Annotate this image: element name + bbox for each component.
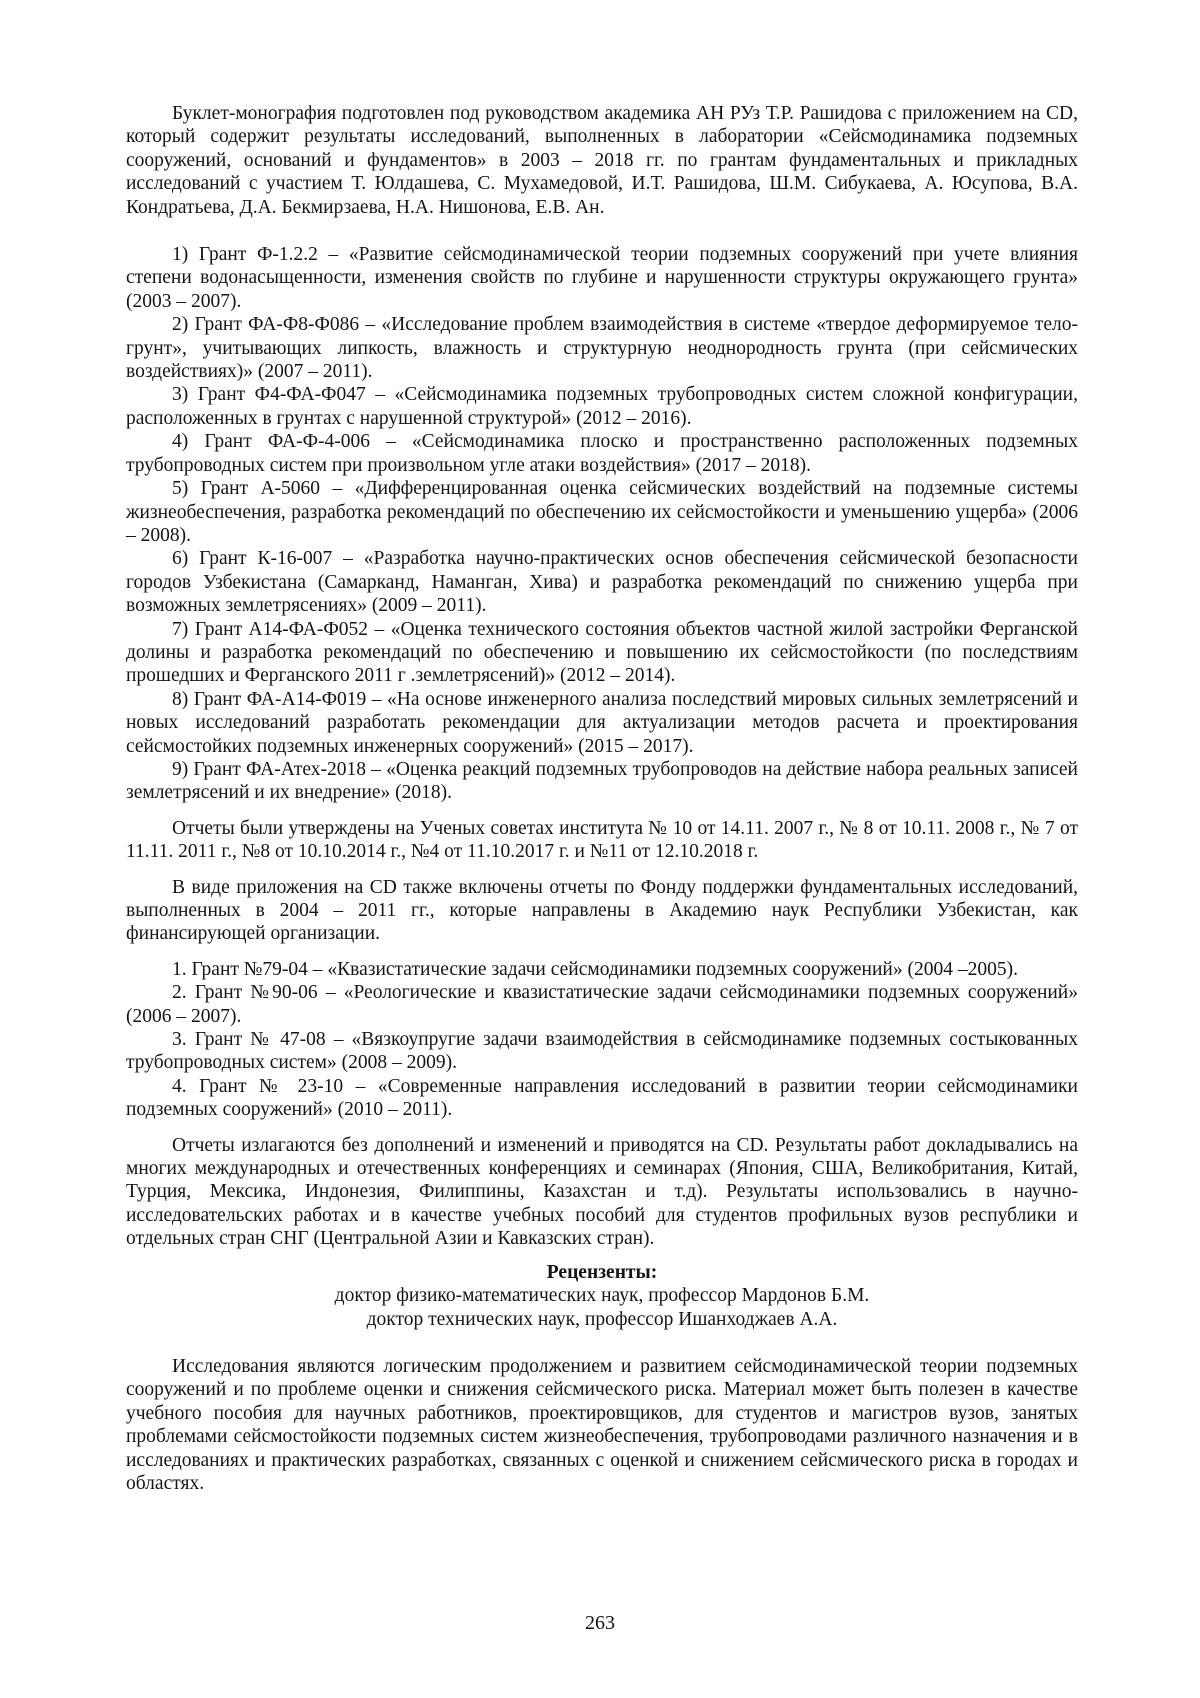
reports-approved-paragraph: Отчеты были утверждены на Ученых советах института № 10 от 14.11. 2007 г., № 8 от 10.11. 2008 г., № 7 от 11.11. 2011 г., №8 от 10.10.2014 г., №4 от 11.10.2017 г. и №11 от 12.10.2018 г. xyxy=(126,817,1078,863)
grant-item: 8) Грант ФА-А14-Ф019 – «На основе инженерного анализа последствий мировых сильных землетрясений и новых исследований разработать рекомендации для актуализации методов расчета и проектирования сейсмостойких подземных инженерных сооружений» (2015 – 2017). xyxy=(126,688,1078,757)
intro-paragraph: Буклет-монография подготовлен под руководством академика АН РУз Т.Р. Рашидова с приложением на CD, который содержит результаты исследований, выполненных в лаборатории «Сейсмодинамика подземных сооружений, оснований и фундаментов» в 2003 – 2018 гг. по грантам фундаментальных и прикладных исследований с участием Т. Юлдашева, С. Мухамедовой, И.Т. Рашидова, Ш.М. Сибукаева, А. Юсупова, В.А. Кондратьева, Д.А. Бекмирзаева, Н.А. Нишонова, Е.В. Ан. xyxy=(126,103,1078,218)
page-number: 263 xyxy=(585,1612,615,1634)
fund-grant-item: 1. Грант №79-04 – «Квазистатические задачи сейсмодинамики подземных сооружений» (2004 –2005). xyxy=(172,958,1018,980)
cd-appendix-paragraph: В виде приложения на CD также включены отчеты по Фонду поддержки фундаментальных исследований, выполненных в 2004 – 2011 гг., которые направлены в Академию наук Республики Узбекистан, как финансирующей организации. xyxy=(126,876,1078,945)
grants-list xyxy=(126,243,1078,805)
grant-item: 9) Грант ФА-Атех-2018 – «Оценка реакций подземных трубопроводов на действие набора реальных записей землетрясений и их внедрение» (2018). xyxy=(126,758,1078,804)
reports-presented-paragraph: Отчеты излагаются без дополнений и изменений и приводятся на CD. Результаты работ докладывались на многих международных и отечественных конференциях и семинарах (Япония, США, Великобритания, Китай, Турция, Мексика, Индонезия, Филиппины, Казахстан и т.д). Результаты использовались в научно-исследовательских работах и в качестве учебных пособий для студентов профильных вузов республики и отдельных стран СНГ (Центральной Азии и Кавказских стран). xyxy=(126,1134,1078,1250)
fund-grant-item: 2. Грант №90-06 – «Реологические и квазистатические задачи сейсмодинамики подземных сооружений» (2006 – 2007). xyxy=(126,982,1078,1027)
reviewers-heading: Рецензенты: xyxy=(546,1261,658,1283)
grant-item: 4) Грант ФА-Ф-4-006 – «Сейсмодинамика плоско и пространственно расположенных подземных трубопроводных систем при произвольном угле атаки воздействия» (2017 – 2018). xyxy=(126,431,1078,476)
fund-grant-item: 4. Грант № 23-10 – «Современные направления исследований в развитии теории сейсмодинамики подземных сооружений» (2010 – 2011). xyxy=(126,1075,1078,1121)
grant-item: 3) Грант Ф4-ФА-Ф047 – «Сейсмодинамика подземных трубопроводных систем сложной конфигурации, расположенных в грунтах с нарушенной структурой» (2012 – 2016). xyxy=(126,384,1078,429)
fund-grant-item: 3. Грант № 47-08 – «Вязкоупругие задачи взаимодействия в сейсмодинамике подземных состыкованных трубопроводных систем» (2008 – 2009). xyxy=(126,1029,1078,1074)
reviewers-block xyxy=(126,1261,1078,1331)
document-page xyxy=(126,102,1078,1495)
grant-item: 5) Грант А-5060 – «Дифференцированная оценка сейсмических воздействий на подземные системы жизнеобеспечения, разработка рекомендаций по обеспечению их сейсмостойкости и уменьшению ущерба» (2006 – 2008). xyxy=(126,478,1078,546)
fund-grants-list xyxy=(126,958,1078,1122)
conclusion-paragraph: Исследования являются логическим продолжением и развитием сейсмодинамической теории подземных сооружений и по проблеме оценки и снижения сейсмического риска. Материал может быть полезен в качестве учебного пособия для научных работников, проектировщиков, для студентов и магистров вузов, занятых проблемами сейсмостойкости подземных систем жизнеобеспечения, трубопроводами различного назначения и в исследованиях и практических разработках, связанных с оценкой и снижением сейсмического риска в городах и областях. xyxy=(126,1355,1078,1494)
grant-item: 6) Грант К-16-007 – «Разработка научно-практических основ обеспечения сейсмической безопасности городов Узбекистана (Самарканд, Наманган, Хива) и разработка рекомендаций по снижению ущерба при возможных землетрясениях» (2009 – 2011). xyxy=(126,548,1078,617)
grant-item: 2) Грант ФА-Ф8-Ф086 – «Исследование проблем взаимодействия в системе «твердое деформируемое тело- грунт», учитывающих липкость, влажность и структурную неоднородность грунта (при сейсмических воздействиях)» (2007 – 2011). xyxy=(126,314,1078,383)
grant-item: 7) Грант А14-ФА-Ф052 – «Оценка технического состояния объектов частной жилой застройки Ферганской долины и разработка рекомендаций по обеспечению и повышению их сейсмостойкости (по последствиям прошедших и Ферганского 2011 г .землетрясений)» (2012 – 2014). xyxy=(126,618,1078,687)
grant-item: 1) Грант Ф-1.2.2 – «Развитие сейсмодинамической теории подземных сооружений при учете влияния степени водонасыщенности, изменения свойств по глубине и нарушенности структуры окружающего грунта» (2003 – 2007). xyxy=(126,244,1078,312)
reviewer-item: доктор физико-математических наук, профессор Мардонов Б.М. xyxy=(334,1285,870,1307)
reviewer-item: доктор технических наук, профессор Ишанходжаев А.А. xyxy=(366,1308,838,1330)
